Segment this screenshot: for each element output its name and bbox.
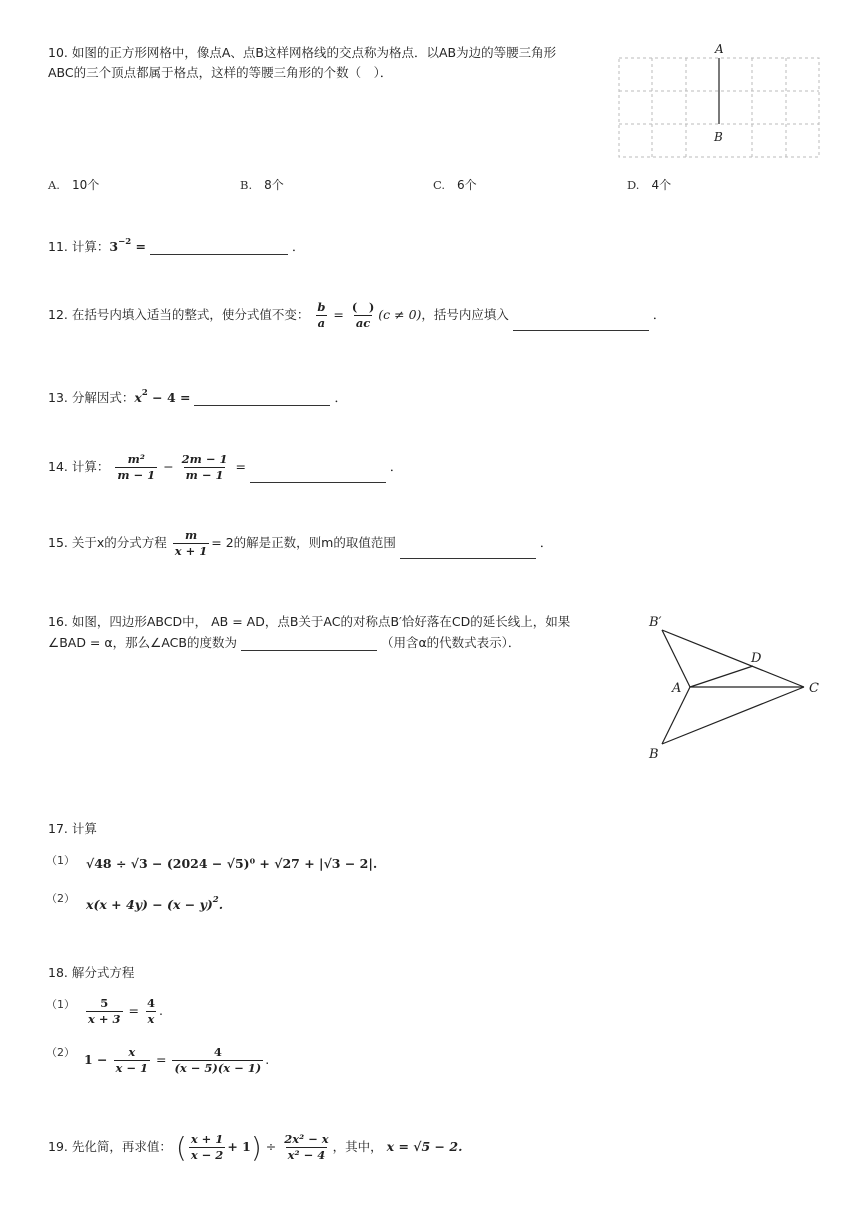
q14: 14. 计算： $\frac{\text{m²}}{m - 1}$ − $\frac{2m - 1}{m - 1}$ = ． (48, 452, 403, 482)
q13-answer-blank[interactable] (194, 393, 330, 406)
q18-part1-expr: $\frac{5}{x + 3}$ = $\frac{4}{x}$ . (88, 996, 163, 1026)
q17-part1-expr: √48 ÷ √3 − (2024 − √5)⁰ + √27 + |√3 − 2|. (86, 856, 378, 871)
q17-part2-expr: $x(x + 4y) - (x - y)^2$. (86, 895, 224, 912)
q17-title: 17. 计算 (48, 821, 97, 836)
q13: 13. 分解因式：$x^2 - 4$ = ． (48, 388, 347, 405)
label-c: C (809, 681, 819, 696)
q15-answer-blank[interactable] (400, 546, 536, 559)
q14-fraction-2: $\frac{2m - 1}{m - 1}$ (181, 452, 228, 482)
q16-answer-blank[interactable] (241, 638, 377, 651)
q10-option-b[interactable]: B. 8个 (240, 178, 284, 192)
q12-fraction-right: $\frac{( )}{ac}$ (351, 300, 375, 330)
q12-fraction-left: $\frac{b}{a}$ (317, 300, 326, 330)
q14-fraction-1: $\frac{\text{m²}}{m - 1}$ (117, 452, 156, 482)
q14-answer-blank[interactable] (250, 470, 386, 483)
label-a: A (672, 681, 682, 696)
label-a: A (715, 42, 724, 56)
q15: 15. 关于x的分式方程 $\frac{m}{x + 1}$ = 2的解是正数，则m的取值范围 ． (48, 528, 553, 558)
q16-text-line1: 16. 如图，四边形ABCD中， AB = AD，点B关于AC的对称点B′恰好落在CD的延长线上，如果 (48, 614, 571, 629)
label-d: D (751, 651, 762, 666)
q17-part1-label: （1） (46, 854, 75, 867)
q15-fraction: $\frac{m}{x + 1}$ (174, 528, 208, 558)
q11-answer-blank[interactable] (150, 242, 288, 255)
q10-grid-figure (614, 40, 824, 164)
q18-title: 18. 解分式方程 (48, 965, 135, 980)
q10-text-line2: ABC的三个顶点都属于格点，这样的等腰三角形的个数（ ）． (48, 65, 393, 80)
label-b: B (649, 747, 659, 762)
q10-option-d[interactable]: D. 4个 (627, 178, 672, 192)
label-b: B (714, 130, 723, 144)
q18-part1-label: （1） (46, 998, 75, 1011)
q11: 11. 计算：$3^{-2}$ = ． (48, 237, 305, 254)
q12: 12. 在括号内填入适当的整式，使分式值不变： $\frac{b}{a}$ = $\frac{( )}{ac}$ (c ≠ 0)，括号内应填入 ． (48, 300, 666, 330)
label-b-prime: B′ (649, 615, 662, 630)
q12-answer-blank[interactable] (513, 318, 649, 331)
q16-text-line2: ∠BAD = α，那么∠ACB的度数为 （用含α的代数式表示）． (48, 635, 521, 650)
q19: 19. 先化简，再求值： ( $\frac{x + 1}{x - 2}$ + 1) ÷ $\frac{\text{2x² − x}}{\text{x² − 4}}$ ，其中， x = √5 − 2. (48, 1131, 463, 1164)
q10-option-c[interactable]: C. 6个 (433, 178, 477, 192)
q10-text-line1: 10. 如图的正方形网格中，像点A、点B这样网格线的交点称为格点．以AB为边的等腰三角形 (48, 45, 557, 60)
q16-quadrilateral-figure (645, 608, 830, 766)
q17-part2-label: （2） (46, 892, 75, 905)
q18-part2-label: （2） (46, 1046, 75, 1059)
q10-option-a[interactable]: A. 10个 (48, 178, 100, 192)
q18-part2-expr: 1 − $\frac{x}{x - 1}$ = $\frac{4}{(x - 5)(x - 1)}$ . (84, 1045, 270, 1075)
